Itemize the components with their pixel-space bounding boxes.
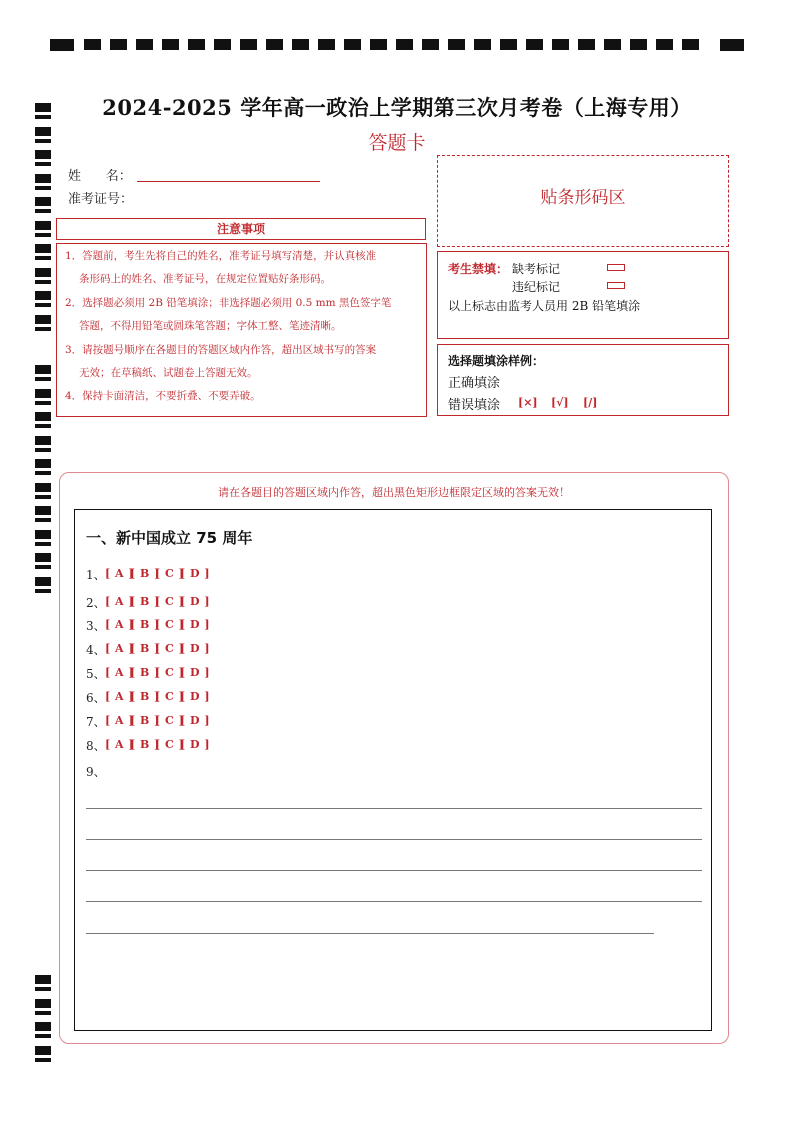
- notice-line: 2．选择题必须用 2B 铅笔填涂；非选择题必须用 0.5 mm 黑色签字笔: [65, 297, 392, 309]
- timing-mark: [35, 256, 51, 260]
- answer-bubble[interactable]: [ B ]: [130, 567, 160, 580]
- writing-line[interactable]: [86, 808, 702, 809]
- timing-mark: [35, 459, 51, 468]
- question-number: 6、: [86, 691, 106, 705]
- timing-mark: [35, 197, 51, 206]
- answer-region: [74, 509, 712, 1031]
- section-title: 一、新中国成立 75 周年: [86, 529, 253, 547]
- timing-mark: [35, 518, 51, 522]
- barcode-area: 贴条形码区: [437, 155, 729, 247]
- timing-mark: [292, 39, 309, 50]
- examiner-only-box: [437, 251, 729, 339]
- writing-line[interactable]: [86, 839, 702, 840]
- timing-mark: [35, 471, 51, 475]
- timing-mark: [35, 401, 51, 405]
- timing-mark: [35, 1022, 51, 1031]
- timing-mark: [682, 39, 699, 50]
- question-number: 8、: [86, 739, 106, 753]
- timing-mark: [370, 39, 387, 50]
- timing-mark: [35, 565, 51, 569]
- timing-mark: [35, 424, 51, 428]
- answer-bubble[interactable]: [ A ]: [105, 618, 135, 631]
- timing-mark: [35, 1034, 51, 1038]
- timing-mark: [578, 39, 595, 50]
- timing-mark: [35, 589, 51, 593]
- answer-bubble[interactable]: [ A ]: [105, 595, 135, 608]
- timing-mark: [318, 39, 335, 50]
- answer-bubble[interactable]: [ A ]: [105, 690, 135, 703]
- answer-bubble[interactable]: [ D ]: [180, 714, 211, 727]
- examiner-note: 以上标志由监考人员用 2B 铅笔填涂: [448, 299, 641, 313]
- answer-area-warning: 请在各题目的答题区域内作答，超出黑色矩形边框限定区域的答案无效！: [218, 486, 570, 499]
- exam-id-label: 准考证号：: [68, 192, 134, 207]
- timing-mark: [35, 233, 51, 237]
- timing-mark: [35, 999, 51, 1008]
- answer-bubble[interactable]: [ B ]: [130, 595, 160, 608]
- answer-bubble[interactable]: [ C ]: [155, 690, 185, 703]
- timing-mark: [35, 1011, 51, 1015]
- timing-mark: [35, 1046, 51, 1055]
- answer-bubble[interactable]: [ C ]: [155, 714, 185, 727]
- timing-mark: [35, 975, 51, 984]
- fill-sample-heading: 选择题填涂样例：: [448, 354, 545, 368]
- timing-mark: [188, 39, 205, 50]
- answer-bubble[interactable]: [ D ]: [180, 738, 211, 751]
- notice-line: 答题，不得用铅笔或圆珠笔答题；字体工整、笔迹清晰。: [79, 320, 342, 332]
- answer-bubble[interactable]: [ D ]: [180, 666, 211, 679]
- notice-line: 无效；在草稿纸、试题卷上答题无效。: [79, 367, 258, 379]
- timing-mark: [35, 268, 51, 277]
- timing-mark: [474, 39, 491, 50]
- examiner-only-heading: 考生禁填：: [448, 262, 509, 276]
- answer-bubble[interactable]: [ B ]: [130, 690, 160, 703]
- timing-mark: [422, 39, 439, 50]
- timing-mark: [35, 436, 51, 445]
- correct-fill-label: 正确填涂: [448, 376, 501, 391]
- timing-mark: [35, 506, 51, 515]
- absent-mark-box[interactable]: [607, 264, 625, 271]
- page-subtitle: 答题卡: [368, 132, 426, 154]
- answer-bubble[interactable]: [ A ]: [105, 642, 135, 655]
- timing-mark: [526, 39, 543, 50]
- timing-mark: [552, 39, 569, 50]
- wrong-mark-slash: [/]: [583, 396, 598, 409]
- name-label: 姓 名：: [68, 169, 132, 184]
- question-number: 4、: [86, 643, 106, 657]
- timing-mark: [50, 39, 74, 51]
- answer-bubble[interactable]: [ A ]: [105, 714, 135, 727]
- answer-bubble[interactable]: [ C ]: [155, 618, 185, 631]
- timing-mark: [35, 377, 51, 381]
- wrong-fill-label: 错误填涂: [448, 398, 501, 413]
- answer-bubble[interactable]: [ C ]: [155, 595, 185, 608]
- notice-box: [56, 243, 427, 417]
- writing-line[interactable]: [86, 933, 654, 934]
- timing-mark: [35, 244, 51, 253]
- timing-mark: [35, 389, 51, 398]
- question-number: 5、: [86, 667, 106, 681]
- answer-bubble[interactable]: [ D ]: [180, 567, 211, 580]
- answer-bubble[interactable]: [ B ]: [130, 738, 160, 751]
- timing-mark: [35, 483, 51, 492]
- timing-mark: [35, 186, 51, 190]
- timing-mark: [84, 39, 101, 50]
- violation-mark-box[interactable]: [607, 282, 625, 289]
- timing-mark: [396, 39, 413, 50]
- open-question-number: 9、: [86, 765, 106, 779]
- timing-mark: [35, 162, 51, 166]
- timing-mark: [35, 448, 51, 452]
- timing-mark: [110, 39, 127, 50]
- writing-line[interactable]: [86, 901, 702, 902]
- answer-bubble[interactable]: [ D ]: [180, 595, 211, 608]
- notice-line: 条形码上的姓名、准考证号，在规定位置贴好条形码。: [79, 273, 331, 285]
- answer-bubble[interactable]: [ B ]: [130, 714, 160, 727]
- question-number: 1、: [86, 568, 106, 582]
- answer-bubble[interactable]: [ A ]: [105, 738, 135, 751]
- violation-mark-label: 违纪标记: [512, 280, 561, 294]
- timing-mark: [720, 39, 744, 51]
- timing-mark: [266, 39, 283, 50]
- answer-bubble[interactable]: [ D ]: [180, 618, 211, 631]
- timing-mark: [136, 39, 153, 50]
- timing-mark: [35, 1058, 51, 1062]
- timing-mark: [35, 987, 51, 991]
- notice-line: 4．保持卡面清洁，不要折叠、不要弄破。: [65, 390, 261, 402]
- answer-bubble[interactable]: [ B ]: [130, 642, 160, 655]
- timing-mark: [35, 412, 51, 421]
- timing-mark: [656, 39, 673, 50]
- timing-mark: [500, 39, 517, 50]
- page-title: 2024-2025 学年高一政治上学期第三次月考卷（上海专用）: [102, 95, 692, 120]
- notice-heading: 注意事项: [56, 218, 426, 240]
- notice-line: 3．请按题号顺序在各题目的答题区域内作答，超出区域书写的答案: [65, 344, 377, 356]
- timing-mark: [35, 209, 51, 213]
- question-number: 3、: [86, 619, 106, 633]
- timing-mark: [35, 303, 51, 307]
- answer-bubble[interactable]: [ C ]: [155, 666, 185, 679]
- timing-mark: [162, 39, 179, 50]
- wrong-mark-cross: [×]: [518, 396, 538, 409]
- answer-bubble[interactable]: [ C ]: [155, 642, 185, 655]
- timing-mark: [35, 280, 51, 284]
- answer-bubble[interactable]: [ A ]: [105, 567, 135, 580]
- timing-mark: [35, 577, 51, 586]
- answer-bubble[interactable]: [ C ]: [155, 567, 185, 580]
- timing-mark: [35, 221, 51, 230]
- timing-mark: [35, 174, 51, 183]
- timing-mark: [240, 39, 257, 50]
- timing-mark: [630, 39, 647, 50]
- question-number: 2、: [86, 596, 106, 610]
- notice-line: 1．答题前，考生先将自己的姓名，准考证号填写清楚，并认真核准: [65, 250, 377, 262]
- timing-mark: [448, 39, 465, 50]
- answer-bubble[interactable]: [ D ]: [180, 690, 211, 703]
- answer-bubble[interactable]: [ B ]: [130, 666, 160, 679]
- timing-mark: [214, 39, 231, 50]
- answer-bubble[interactable]: [ D ]: [180, 642, 211, 655]
- timing-mark: [35, 365, 51, 374]
- timing-mark: [35, 553, 51, 562]
- timing-mark: [604, 39, 621, 50]
- wrong-mark-check: [√]: [551, 396, 569, 409]
- timing-mark: [344, 39, 361, 50]
- timing-mark: [35, 291, 51, 300]
- timing-mark: [35, 530, 51, 539]
- name-field[interactable]: [137, 181, 320, 182]
- timing-mark: [35, 327, 51, 331]
- answer-bubble[interactable]: [ C ]: [155, 738, 185, 751]
- timing-mark: [35, 495, 51, 499]
- answer-bubble[interactable]: [ A ]: [105, 666, 135, 679]
- timing-mark: [35, 542, 51, 546]
- timing-mark: [35, 315, 51, 324]
- absent-mark-label: 缺考标记: [512, 262, 561, 276]
- answer-bubble[interactable]: [ B ]: [130, 618, 160, 631]
- question-number: 7、: [86, 715, 106, 729]
- fill-sample-box: [437, 344, 729, 416]
- writing-line[interactable]: [86, 870, 702, 871]
